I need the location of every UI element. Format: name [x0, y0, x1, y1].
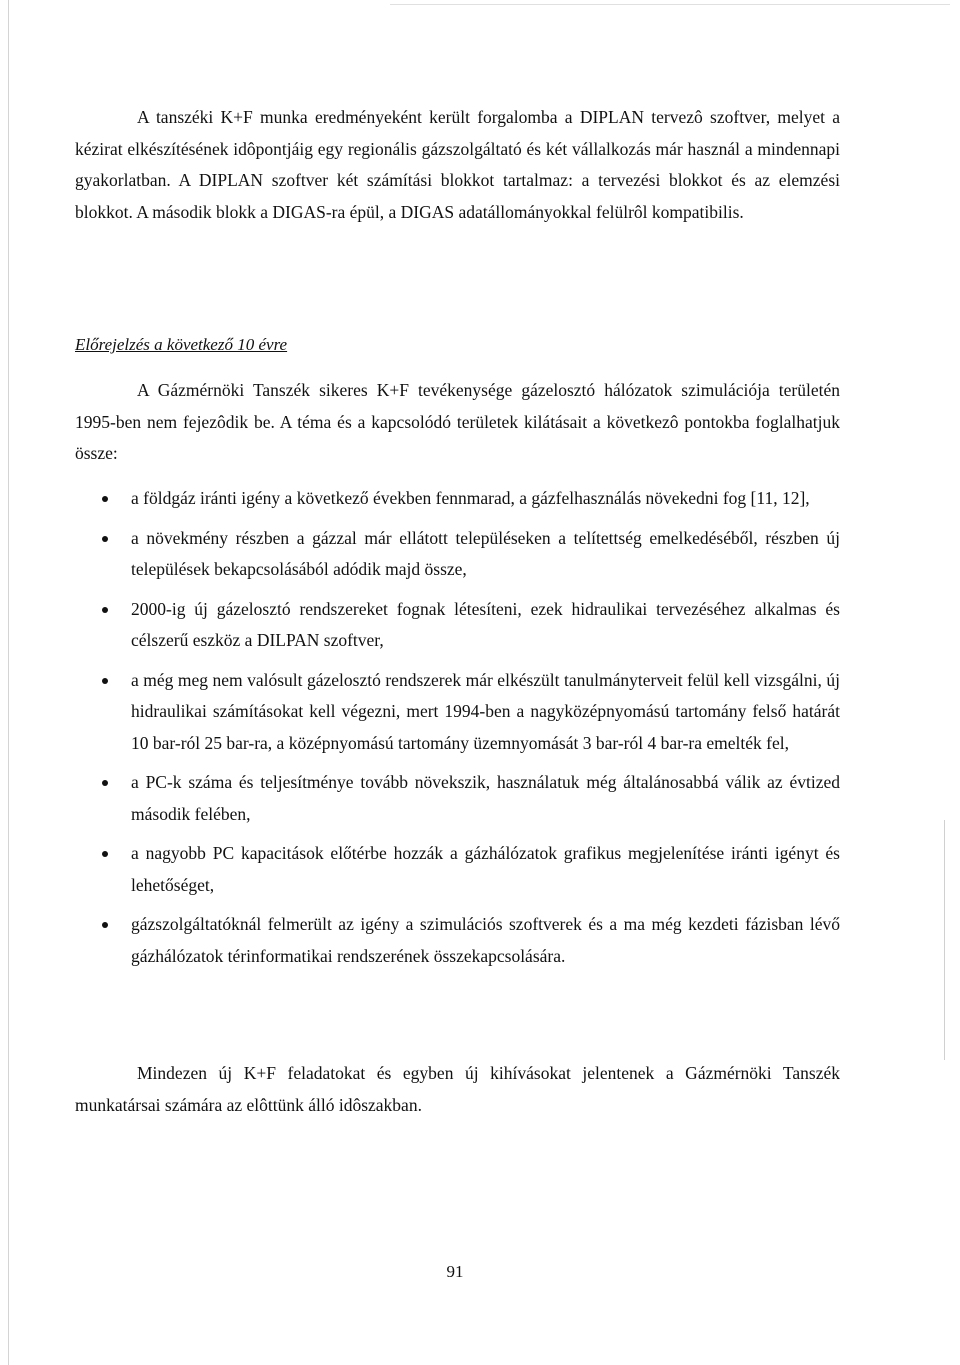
scan-edge-right — [944, 820, 945, 1060]
bullet-dot-icon — [102, 536, 108, 542]
list-item — [75, 838, 840, 909]
list-item-text: a PC-k száma és teljesítménye tovább növekszik, használatuk még általánosabbá válik az évtized második felében, — [131, 772, 840, 824]
list-item — [75, 594, 840, 665]
list-item-text: a földgáz iránti igény a következő években fennmarad, a gázfelhasználás növekedni fog [11, 12], — [131, 488, 810, 508]
list-item — [75, 483, 840, 523]
scan-edge-left — [8, 0, 9, 1365]
bullet-dot-icon — [102, 496, 108, 502]
list-item-text: a növekmény részben a gázzal már ellátott településeken a telítettség emelkedéséből, részben új települések bekapcsolásából adódik majd össze, — [131, 527, 840, 579]
bullet-dot-icon — [102, 678, 108, 684]
scan-edge-top — [390, 4, 950, 5]
bullet-dot-icon — [102, 780, 108, 786]
intro-paragraph: A tanszéki K+F munka eredményeként került forgalomba a DIPLAN tervezô szoftver, melyet a kézirat elkészítésének idôpontjáig egy regionális gázszolgáltató és két vállalkozás már használ a mindennapi gyakorlatban. A DIPLAN szoftver két számítási blokkot tartalmaz: a tervezési blokkot és az elemzési blokkot. A második blokk a DIGAS-ra épül, a DIGAS adatállományokkal felülrôl kompatibilis. — [75, 107, 840, 222]
list-item — [75, 665, 840, 768]
bullet-dot-icon — [102, 922, 108, 928]
forecast-bullet-list — [75, 483, 840, 972]
list-item — [75, 523, 840, 594]
bullet-dot-icon — [102, 851, 108, 857]
list-item-text: a nagyobb PC kapacitások előtérbe hozzák a gázhálózatok grafikus megjelenítése iránti igényt és lehetőséget, — [131, 843, 840, 895]
page-number: 91 — [446, 1262, 464, 1281]
bullet-dot-icon — [102, 607, 108, 613]
list-item — [75, 909, 840, 972]
list-item — [75, 767, 840, 838]
list-item-text: 2000-ig új gázelosztó rendszereket fognak létesíteni, ezek hidraulikai tervezéséhez alkalmas és célszerű eszköz a DILPAN szoftver, — [131, 598, 840, 650]
section-heading: Előrejelzés a következő 10 évre — [75, 335, 288, 354]
forecast-paragraph: A Gázmérnöki Tanszék sikeres K+F tevékenysége gázelosztó hálózatok szimulációja területén 1995-ben nem fejezôdik be. A téma és a kapcsolódó területek kilátásait a következô pontokba foglalhatjuk össze: — [75, 380, 840, 463]
list-item-text: a még meg nem valósult gázelosztó rendszerek már elkészült tanulmányterveit felül kell vizsgálni, új hidraulikai számításokat kell végezni, mert 1994-ben a nagyközépnyomású tartomány felső határát 10 bar-ról 25 bar-ra, a középnyomású tartomány üzemnyomását 3 bar-ról 4 bar-ra emelték fel, — [131, 669, 840, 753]
list-item-text: gázszolgáltatóknál felmerült az igény a szimulációs szoftverek és a ma még kezdeti fázisban lévő gázhálózatok térinformatikai rendszerének összekapcsolására. — [131, 914, 840, 966]
closing-paragraph: Mindezen új K+F feladatokat és egyben új kihívásokat jelentenek a Gázmérnöki Tanszék munkatársai számára az elôttünk álló idôszakban. — [75, 1063, 840, 1115]
